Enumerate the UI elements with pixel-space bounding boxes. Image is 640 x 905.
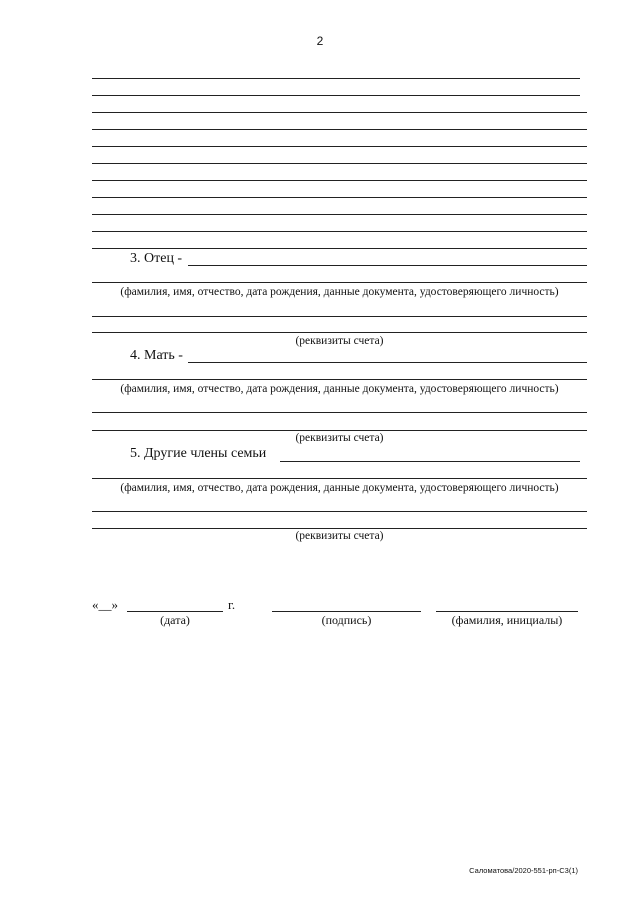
mother-line-3[interactable]: [92, 412, 587, 413]
blank-line: [92, 231, 587, 232]
year-suffix: г.: [228, 597, 236, 612]
family-name-line[interactable]: [280, 461, 580, 462]
signature-line[interactable]: [272, 611, 421, 612]
date-label: (дата): [160, 613, 190, 627]
blank-line: [92, 214, 587, 215]
mother-label: 4. Мать -: [130, 348, 183, 363]
name-initials-caption: (фамилия, инициалы): [451, 613, 563, 627]
family-line-3[interactable]: [92, 511, 587, 512]
document-code: Саломатова/2020-551-рп-С3(1): [469, 866, 578, 875]
signature-caption: (подпись): [321, 613, 372, 627]
blank-line: [92, 248, 587, 249]
father-line-2[interactable]: [92, 282, 587, 283]
family-label: 5. Другие члены семьи: [130, 446, 267, 461]
blank-line: [92, 163, 587, 164]
father-label: 3. Отец -: [130, 251, 183, 266]
blank-line: [92, 112, 587, 113]
name-initials-line[interactable]: [436, 611, 578, 612]
father-account-line[interactable]: [92, 332, 587, 333]
mother-account-caption: (реквизиты счета): [295, 432, 384, 444]
page-number: 2: [316, 34, 324, 48]
blank-line: [92, 180, 587, 181]
mother-personal-data-caption: (фамилия, имя, отчество, дата рождения, данные документа, удостоверяющего личность): [120, 383, 559, 395]
blank-line: [92, 197, 587, 198]
father-line-3[interactable]: [92, 316, 587, 317]
father-personal-data-caption: (фамилия, имя, отчество, дата рождения, данные документа, удостоверяющего личность): [120, 286, 559, 298]
blank-line: [92, 78, 580, 79]
blank-line: [92, 129, 587, 130]
date-month-line[interactable]: [127, 611, 223, 612]
family-personal-data-caption: (фамилия, имя, отчество, дата рождения, данные документа, удостоверяющего личность): [120, 482, 559, 494]
blank-line: [92, 95, 580, 96]
mother-line-2[interactable]: [92, 379, 587, 380]
mother-name-line[interactable]: [188, 362, 587, 363]
father-account-caption: (реквизиты счета): [295, 335, 384, 347]
date-day-field[interactable]: «__»: [92, 597, 118, 612]
family-line-2[interactable]: [92, 478, 587, 479]
father-name-line[interactable]: [188, 265, 587, 266]
family-account-caption: (реквизиты счета): [295, 530, 384, 542]
blank-line: [92, 146, 587, 147]
